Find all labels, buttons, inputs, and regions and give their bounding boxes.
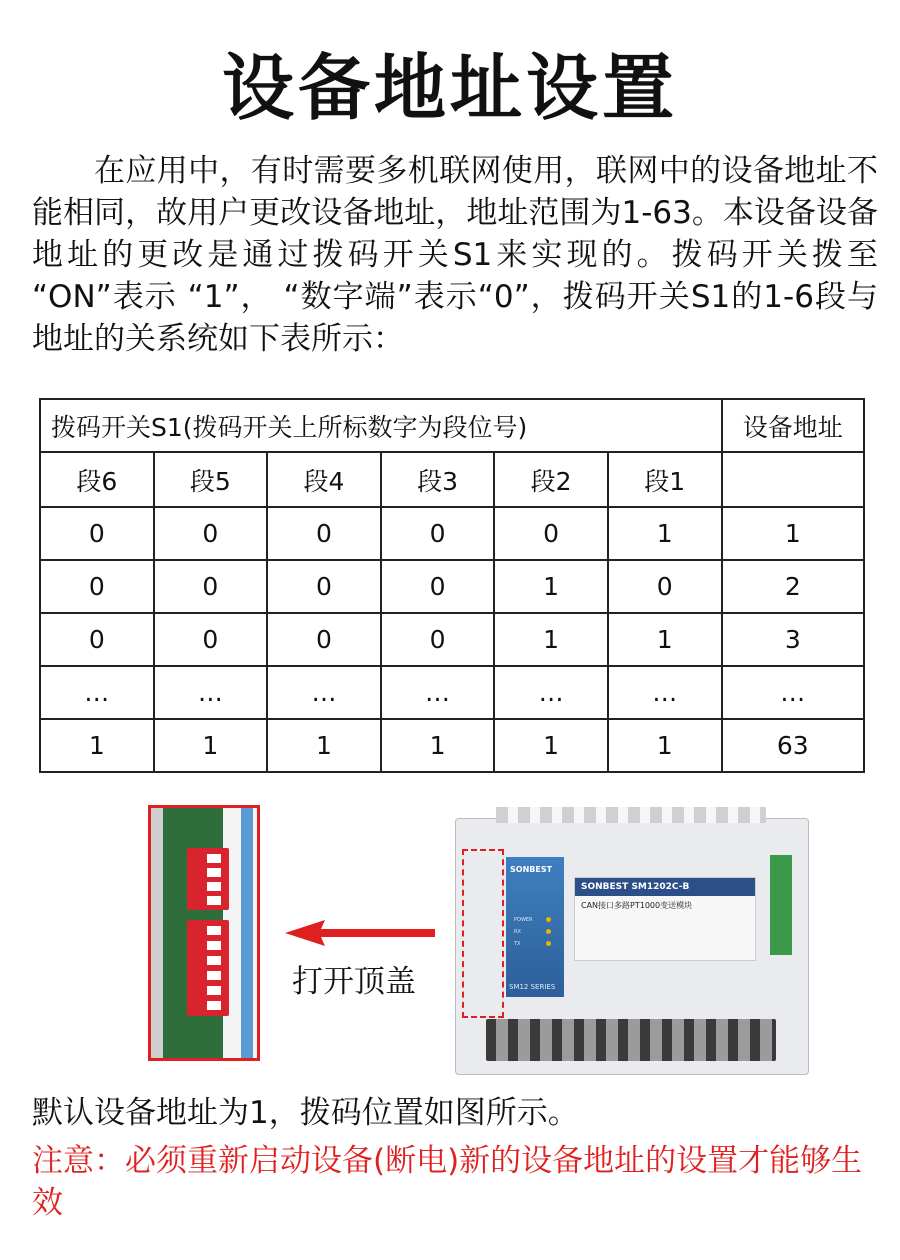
table-cell: …: [722, 666, 864, 719]
table-cell: 1: [154, 719, 268, 772]
table-cell: 1: [608, 719, 722, 772]
table-cell: 2: [722, 560, 864, 613]
led-label: POWER: [514, 917, 533, 923]
table-cell: …: [40, 666, 154, 719]
arrow-label: 打开顶盖: [292, 964, 416, 1000]
plate-title: CAN接口多路PT1000变送模块: [581, 901, 693, 910]
table-row: [40, 560, 864, 613]
dip-switch-header: 拨码开关S1(拨码开关上所标数字为段位号): [40, 399, 722, 452]
cover-highlight: [462, 849, 504, 1018]
table-row: [40, 613, 864, 666]
table-cell: 1: [494, 560, 608, 613]
led-label: TX: [514, 941, 521, 947]
table-cell: 0: [381, 613, 495, 666]
table-cell: 1: [608, 613, 722, 666]
table-cell: 1: [722, 507, 864, 560]
table-row: [40, 507, 864, 560]
table-row: [40, 719, 864, 772]
brand-logo: SONBEST: [510, 865, 553, 874]
table-cell: 0: [267, 560, 381, 613]
table-row: [40, 666, 864, 719]
table-cell: 0: [381, 560, 495, 613]
table-cell: …: [608, 666, 722, 719]
table-cell: …: [267, 666, 381, 719]
plate-brand: SONBEST: [581, 882, 629, 892]
table-cell: 1: [494, 719, 608, 772]
led-icon: [546, 917, 551, 922]
column-header: [722, 452, 864, 507]
table-cell: 0: [267, 507, 381, 560]
warning-note: 注意：必须重新启动设备(断电)新的设备地址的设置才能够生效: [32, 1143, 863, 1221]
led-icon: [546, 929, 551, 934]
table-cell: 3: [722, 613, 864, 666]
column-header: 段1: [608, 452, 722, 507]
column-header: 段4: [267, 452, 381, 507]
led-icon: [546, 941, 551, 946]
plate-model: SM1202C-B: [631, 882, 690, 892]
table-cell: 0: [154, 507, 268, 560]
table-cell: 0: [494, 507, 608, 560]
table-cell: 1: [494, 613, 608, 666]
table-cell: …: [381, 666, 495, 719]
table-cell: 1: [267, 719, 381, 772]
arrow-left-icon: [285, 918, 435, 948]
intro-paragraph: 在应用中，有时需要多机联网使用，联网中的设备地址不能相同，故用户更改设备地址，地址范围为1-63。本设备设备地址的更改是通过拨码开关S1来实现的。拨码开关拨至 “ON”表示 “1”， “数字端”表示“0”，拨码开关S1的1-6段与地址的关系统如下表所示：: [32, 153, 878, 357]
front-panel: [506, 857, 564, 997]
table-cell: 63: [722, 719, 864, 772]
device-photo: [455, 818, 809, 1075]
table-cell: 0: [608, 560, 722, 613]
series-label: SM12 SERIES: [509, 983, 556, 991]
dip-switch-closeup: [148, 805, 260, 1061]
table-cell: …: [494, 666, 608, 719]
column-header: 段2: [494, 452, 608, 507]
table-cell: 0: [267, 613, 381, 666]
table-cell: 1: [40, 719, 154, 772]
table-header-row: [40, 399, 864, 452]
address-header: 设备地址: [722, 399, 864, 452]
bottom-terminals: [486, 1019, 776, 1061]
column-header: 段5: [154, 452, 268, 507]
column-header: 段3: [381, 452, 495, 507]
table-cell: 0: [154, 613, 268, 666]
dip-switch-s1: [187, 920, 229, 1016]
device-figure: [0, 800, 900, 1070]
table-cell: …: [154, 666, 268, 719]
table-cell: 0: [40, 613, 154, 666]
dip-switch-s2: [187, 848, 229, 910]
address-table: [39, 398, 865, 773]
green-terminal: [770, 855, 792, 955]
table-cell: 0: [381, 507, 495, 560]
table-cell: 1: [608, 507, 722, 560]
label-plate: [574, 877, 756, 961]
top-terminals: [496, 807, 766, 823]
table-cell: 0: [154, 560, 268, 613]
page-title: 设备地址设置: [221, 46, 678, 130]
blue-strip: [241, 808, 253, 1058]
segment-header-row: [40, 452, 864, 507]
led-label: RX: [514, 929, 521, 935]
table-cell: 0: [40, 560, 154, 613]
column-header: 段6: [40, 452, 154, 507]
default-address-note: 默认设备地址为1，拨码位置如图所示。: [32, 1095, 579, 1131]
table-cell: 0: [40, 507, 154, 560]
table-cell: 1: [381, 719, 495, 772]
